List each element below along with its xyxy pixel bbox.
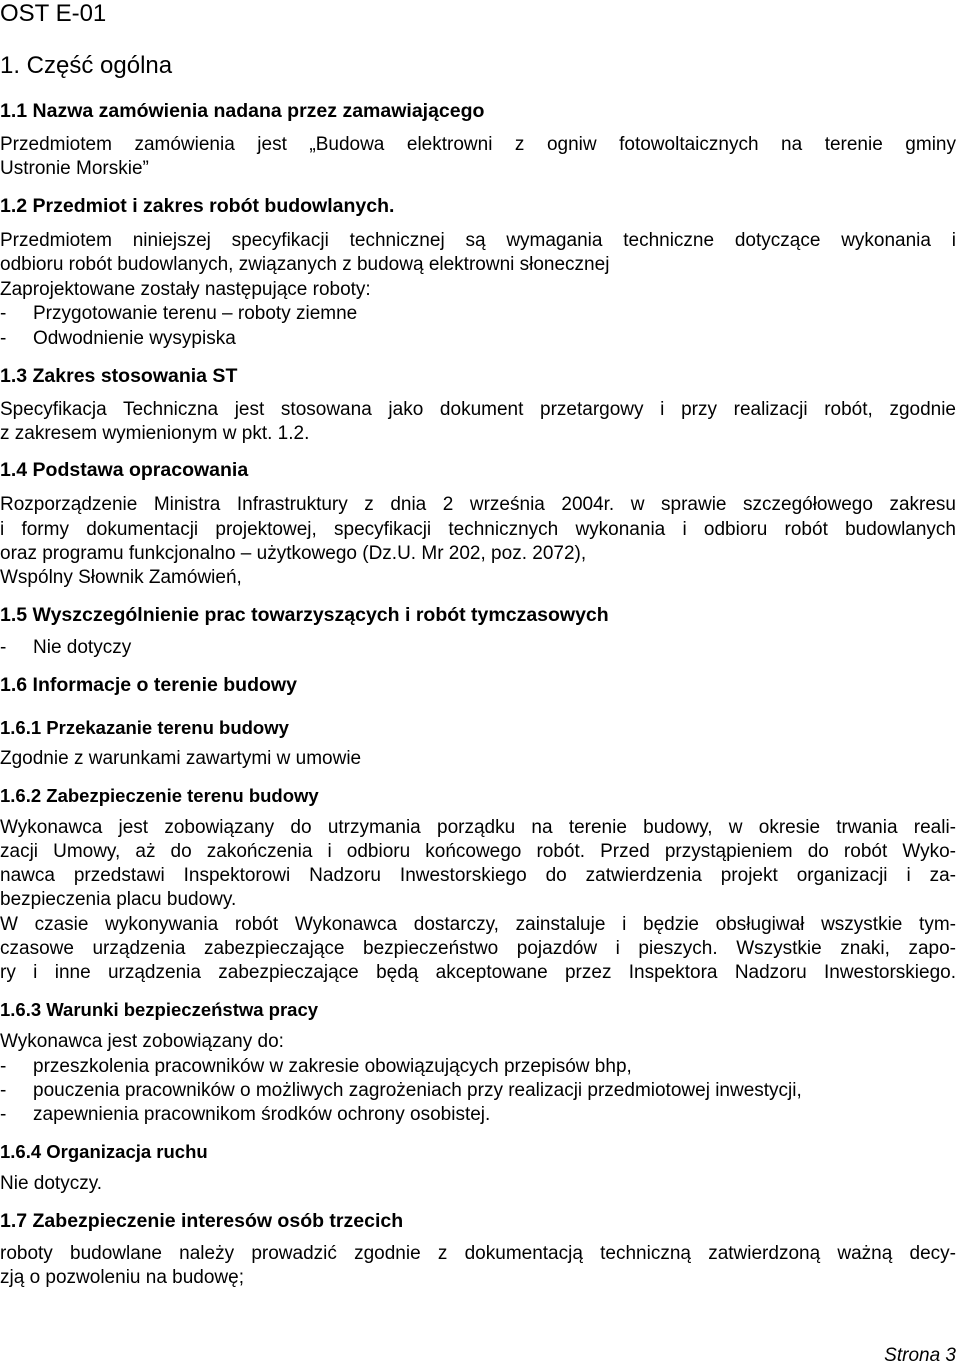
list-dash: -	[0, 1080, 7, 1101]
section-1-6-4-title: 1.6.4 Organizacja ruchu	[0, 1141, 208, 1162]
section-1-6-title: 1.6 Informacje o terenie budowy	[0, 674, 297, 696]
section-1-2-line-1: Przedmiotem niniejszej specyfikacji technicznej są wymagania techniczne dotyczące wykonania i	[0, 230, 956, 251]
section-1-6-2-line-1: Wykonawca jest zobowiązany do utrzymania porządku na terenie budowy, w okresie trwania reali-	[0, 817, 956, 838]
section-1-2-title: 1.2 Przedmiot i zakres robót budowlanych.	[0, 195, 395, 217]
list-dash: -	[0, 1056, 7, 1077]
section-1-4-title: 1.4 Podstawa opracowania	[0, 459, 249, 481]
list-item-text: Odwodnienie wysypiska	[33, 328, 236, 349]
section-1-3-line-2: z zakresem wymienionym w pkt. 1.2.	[0, 423, 310, 444]
list-dash: -	[0, 637, 7, 658]
page-number: Strona 3	[884, 1345, 956, 1366]
list-item	[0, 636, 131, 660]
list-item	[0, 327, 236, 351]
section-1-2-line-2: odbioru robót budowlanych, związanych z budową elektrowni słonecznej	[0, 254, 610, 275]
section-1-7-line-1: roboty budowlane należy prowadzić zgodnie z dokumentacją techniczną zatwierdzoną ważną decy-	[0, 1243, 956, 1264]
section-1-1-line-2: Ustronie Morskie”	[0, 158, 149, 179]
section-1-7-line-2: zją o pozwoleniu na budowę;	[0, 1267, 245, 1288]
section-1-6-2-line-5: W czasie wykonywania robót Wykonawca dostarczy, zainstaluje i będzie obsługiwał wszystkie tym-	[0, 914, 956, 935]
section-1-title: 1. Część ogólna	[0, 52, 173, 79]
list-item	[0, 1103, 490, 1127]
section-1-6-1-title: 1.6.1 Przekazanie terenu budowy	[0, 717, 289, 738]
section-1-1-line-1: Przedmiotem zamówienia jest „Budowa elektrowni z ogniw fotowoltaicznych na terenie gminy	[0, 134, 956, 155]
section-1-3-line-1: Specyfikacja Techniczna jest stosowana jako dokument przetargowy i przy realizacji robót, zgodnie	[0, 399, 956, 420]
list-dash: -	[0, 328, 7, 349]
section-1-3-title: 1.3 Zakres stosowania ST	[0, 365, 238, 387]
list-item	[0, 1055, 632, 1079]
section-1-6-1-line-1: Zgodnie z warunkami zawartymi w umowie	[0, 748, 362, 769]
list-item	[0, 1079, 802, 1103]
section-1-6-2-title: 1.6.2 Zabezpieczenie terenu budowy	[0, 785, 319, 806]
list-item-text: zapewnienia pracownikom środków ochrony osobistej.	[33, 1104, 491, 1125]
section-1-2-line-3: Zaprojektowane zostały następujące roboty:	[0, 279, 371, 300]
section-1-4-line-1: Rozporządzenie Ministra Infrastruktury z dnia 2 września 2004r. w sprawie szczegółowego zakresu	[0, 494, 956, 515]
list-item-text: Przygotowanie terenu – roboty ziemne	[33, 303, 358, 324]
section-1-6-2-line-7: ry i inne urządzenia zabezpieczające będą akceptowane przez Inspektora Nadzoru Inwestorskiego.	[0, 962, 956, 983]
section-1-4-line-2: i formy dokumentacji projektowej, specyfikacji technicznych wykonania i odbioru robót budowlanych	[0, 519, 956, 540]
list-item-text: Nie dotyczy	[33, 637, 132, 658]
section-1-4-line-3: oraz programu funkcjonalno – użytkowego (Dz.U. Mr 202, poz. 2072),	[0, 543, 587, 564]
section-1-4-line-4: Wspólny Słownik Zamówień,	[0, 567, 242, 588]
list-dash: -	[0, 303, 7, 324]
list-item	[0, 302, 357, 326]
section-1-7-title: 1.7 Zabezpieczenie interesów osób trzecich	[0, 1210, 404, 1232]
section-1-6-2-line-2: zacji Umowy, aż do zakończenia i odbioru końcowego robót. Przed przystąpieniem do robót Wyko-	[0, 841, 956, 862]
section-1-6-3-title: 1.6.3 Warunki bezpieczeństwa pracy	[0, 999, 319, 1020]
section-1-6-2-line-3: nawca przedstawi Inspektorowi Nadzoru Inwestorskiego do zatwierdzenia projekt organizacji i za-	[0, 865, 956, 886]
list-item-text: przeszkolenia pracowników w zakresie obowiązujących przepisów bhp,	[33, 1056, 632, 1077]
section-1-6-2-line-4: bezpieczenia placu budowy.	[0, 889, 237, 910]
list-item-text: pouczenia pracowników o możliwych zagrożeniach przy realizacji przedmiotowej inwestycji,	[33, 1080, 802, 1101]
list-dash: -	[0, 1104, 7, 1125]
section-1-6-4-line-1: Nie dotyczy.	[0, 1173, 103, 1194]
section-1-6-2-line-6: czasowe urządzenia zabezpieczające bezpieczeństwo pojazdów i pieszych. Wszystkie znaki, zapo-	[0, 938, 956, 959]
section-1-5-title: 1.5 Wyszczególnienie prac towarzyszących i robót tymczasowych	[0, 604, 609, 626]
section-1-1-title: 1.1 Nazwa zamówienia nadana przez zamawiającego	[0, 100, 485, 122]
doc-code: OST E-01	[0, 0, 107, 27]
section-1-6-3-line-1: Wykonawca jest zobowiązany do:	[0, 1031, 284, 1052]
